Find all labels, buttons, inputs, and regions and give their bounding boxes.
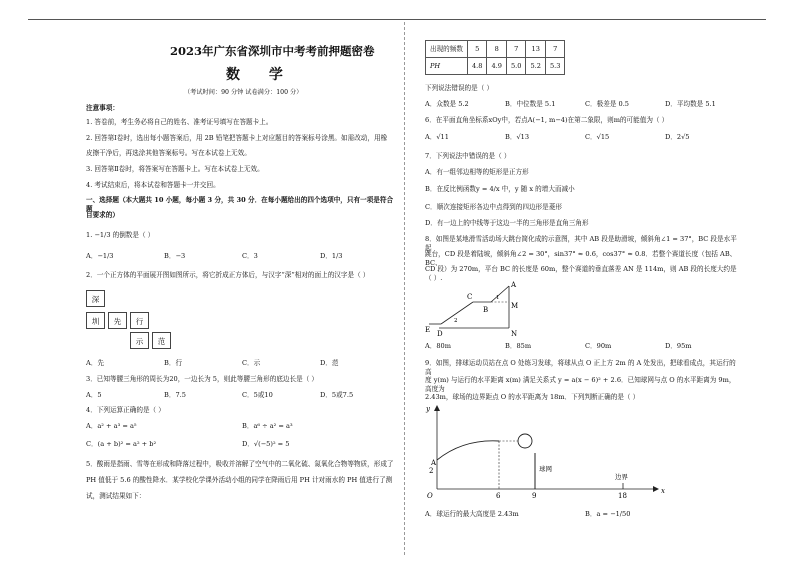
point-label: A bbox=[431, 459, 437, 467]
table-cell: 4.8 bbox=[467, 58, 487, 75]
tick-label: 9 bbox=[532, 492, 537, 500]
q1-option-b: B．−3 bbox=[164, 252, 186, 260]
q8-option-a: A．80m bbox=[425, 342, 451, 350]
fig-label: B bbox=[483, 306, 489, 314]
q8-line: CD 段）为 270m，平台 BC 的长度是 60m，整个赛道的垂直落差 AN 是 114m，则 AB 段的长度大约是（ ）. bbox=[425, 265, 737, 282]
boundary-label: 边界 bbox=[615, 473, 628, 481]
net-cell: 行 bbox=[130, 312, 149, 329]
section-heading-cont: 目要求的） bbox=[86, 211, 119, 219]
table-cell: 出现的频数 bbox=[426, 41, 468, 58]
net-cell: 圳 bbox=[86, 312, 105, 329]
q3-option-a: A．5 bbox=[86, 391, 102, 399]
q1-option-a: A．−1/3 bbox=[86, 252, 114, 260]
q4-option-b: B．a⁶ ÷ a² = a³ bbox=[242, 422, 293, 430]
q6-option-c: C．√15 bbox=[585, 133, 610, 141]
q1-stem: 1. −1/3 的倒数是（ ） bbox=[86, 231, 155, 239]
column-divider bbox=[404, 22, 405, 555]
table-cell: PH bbox=[426, 58, 468, 75]
table-cell: 5.2 bbox=[526, 58, 546, 75]
table-cell: 5 bbox=[467, 41, 487, 58]
exam-info: （考试时间：90 分钟 试卷满分：100 分） bbox=[184, 89, 303, 96]
ski-jump-figure bbox=[425, 278, 535, 340]
q3-option-b: B．7.5 bbox=[164, 391, 186, 399]
tick-label: 18 bbox=[618, 492, 627, 500]
table-cell: 13 bbox=[526, 41, 546, 58]
volleyball-figure bbox=[423, 403, 673, 503]
q3-stem: 3．已知等腰三角形的周长为20，一边长为 5，则此等腰三角形的底边长是（ ） bbox=[86, 375, 318, 383]
notice-item: 4. 考试结束后，将本试卷和答题卡一并交回。 bbox=[86, 181, 220, 189]
q2-option-c: C．示 bbox=[242, 359, 261, 367]
q8-option-d: D．95m bbox=[665, 342, 692, 350]
net-cell: 先 bbox=[108, 312, 127, 329]
table-cell: 4.9 bbox=[487, 58, 507, 75]
q8-line: 8．如图是某地滑雪活动场大跳台简化成的示意图，其中 AB 段是助滑坡，倾斜角∠1 = 37°，BC 段是水平起 bbox=[425, 235, 737, 252]
q9-line: 2.43m，球场的边界距点 O 的水平距离为 18m．下列判断正确的是（ ） bbox=[425, 393, 640, 401]
axis-label: x bbox=[661, 487, 665, 495]
q9-line: 9．如图，排球运动员站在点 O 处练习发球，将球从点 O 正上方 2m 的 A 处发出，把球看成点，其运行的高 bbox=[425, 359, 736, 376]
q7-stem: 7．下列说法中错误的是（ ） bbox=[425, 152, 511, 160]
q9-line: 度 y(m) 与运行的水平距离 x(m) 满足关系式 y = a(x − 6)² + 2.6．已知球网与点 O 的水平距离为 9m，高度为 bbox=[425, 376, 736, 393]
section-heading: 一、选择题（本大题共 10 小题，每小题 3 分，共 30 分．在每小题给出的四个选项中，只有一项是符合题 bbox=[86, 196, 394, 213]
net-cell: 深 bbox=[86, 290, 105, 307]
notice-item: 2. 回答第Ⅰ卷时，选出每小题答案后，用 2B 铅笔把答题卡上对应题目的答案标号涂黑。如需改动，用橡 bbox=[86, 134, 388, 142]
q7-option-a: A．有一组邻边相等的矩形是正方形 bbox=[425, 168, 529, 176]
q5-option-b: B．中位数是 5.1 bbox=[505, 100, 556, 108]
fig-label: 1 bbox=[496, 295, 500, 301]
q8-option-c: C．90m bbox=[585, 342, 612, 350]
subject-title: 数 学 bbox=[226, 67, 295, 83]
q5-line: 试，测试结果如下： bbox=[86, 492, 146, 500]
q3-option-d: D．5或7.5 bbox=[320, 391, 354, 399]
tick-label: 2 bbox=[429, 467, 434, 475]
fig-label: M bbox=[511, 302, 519, 310]
q8-line: 跳台，CD 段是着陆坡，倾斜角∠2 = 30°，sin37° ≈ 0.6，cos37° ≈ 0.8．若整个赛道长度（包括 AB、BC、 bbox=[425, 250, 737, 267]
origin-label: O bbox=[427, 492, 433, 500]
q5-question: 下列说法错误的是（ ） bbox=[425, 84, 494, 92]
q7-option-d: D．有一边上的中线等于这边一半的三角形是直角三角形 bbox=[425, 219, 589, 227]
q1-option-c: C．3 bbox=[242, 252, 258, 260]
axis-label: y bbox=[426, 405, 430, 413]
q2-option-d: D．范 bbox=[320, 359, 339, 367]
q6-option-a: A．√11 bbox=[425, 133, 449, 141]
q5-option-a: A．众数是 5.2 bbox=[425, 100, 469, 108]
q5-line: 5．酸雨是指雨、雪等在形成和降落过程中，吸收并溶解了空气中的二氧化硫、氮氧化合物等物质，形成了 bbox=[86, 460, 394, 468]
notice-item: 皮擦干净后，再选涂其他答案标号。写在本试卷上无效。 bbox=[86, 149, 251, 157]
table-row bbox=[426, 41, 565, 58]
top-rule bbox=[28, 19, 766, 20]
q2-option-b: B．行 bbox=[164, 359, 183, 367]
q6-option-d: D．2√5 bbox=[665, 133, 690, 141]
exam-title: 2023年广东省深圳市中考考前押题密卷 bbox=[170, 44, 375, 58]
q9-option-b: B．a = −1/50 bbox=[585, 510, 631, 518]
fig-label: E bbox=[425, 326, 431, 334]
q4-option-c: C．(a + b)² = a² + b² bbox=[86, 440, 157, 448]
table-cell: 7 bbox=[545, 41, 565, 58]
table-cell: 5.3 bbox=[545, 58, 565, 75]
notice-item: 3. 回答第Ⅱ卷时，将答案写在答题卡上。写在本试卷上无效。 bbox=[86, 165, 264, 173]
q6-option-b: B．√13 bbox=[505, 133, 530, 141]
net-label: 球网 bbox=[539, 465, 552, 473]
q8-option-b: B．85m bbox=[505, 342, 532, 350]
q9-option-a: A．球运行的最大高度是 2.43m bbox=[425, 510, 519, 518]
q7-option-b: B．在反比例函数y = 4/x 中，y 随 x 的增大而减小 bbox=[425, 185, 575, 193]
q5-line: PH 值低于 5.6 的酸性降水．某学校化学课外活动小组的同学在降雨后用 PH 计对雨水的 PH 值进行了测 bbox=[86, 476, 393, 484]
fig-label: D bbox=[437, 330, 443, 338]
fig-label: C bbox=[467, 293, 473, 301]
table-cell: 8 bbox=[487, 41, 507, 58]
q4-stem: 4．下列运算正确的是（ ） bbox=[86, 406, 165, 414]
fig-label: 2 bbox=[454, 318, 458, 324]
q2-stem: 2．一个正方体的平面展开图如图所示，将它折成正方体后，与汉字“深”相对的面上的汉字是（ ） bbox=[86, 271, 370, 279]
q7-option-c: C．顺次连接矩形各边中点得到的四边形是菱形 bbox=[425, 203, 562, 211]
q3-option-c: C．5或10 bbox=[242, 391, 273, 399]
q2-option-a: A．先 bbox=[86, 359, 104, 367]
notice-heading: 注意事项： bbox=[86, 104, 119, 112]
notice-item: 1. 答卷前，考生务必将自己的姓名、准考证号填写在答题卡上。 bbox=[86, 118, 273, 126]
table-cell: 7 bbox=[506, 41, 526, 58]
fig-label: A bbox=[511, 281, 517, 289]
q5-option-d: D．平均数是 5.1 bbox=[665, 100, 716, 108]
table-cell: 5.0 bbox=[506, 58, 526, 75]
q1-option-d: D．1/3 bbox=[320, 252, 343, 260]
q4-option-a: A．a² + a³ = a⁵ bbox=[86, 422, 137, 430]
net-cell: 示 bbox=[130, 332, 149, 349]
q5-option-c: C．极差是 0.5 bbox=[585, 100, 630, 108]
fig-label: N bbox=[511, 330, 518, 338]
tick-label: 6 bbox=[496, 492, 501, 500]
q6-stem: 6．在平面直角坐标系xOy中，若点A(−1, m−4)在第二象限，则m的可能值为（ ） bbox=[425, 116, 669, 124]
ph-table bbox=[425, 40, 565, 75]
net-cell: 范 bbox=[152, 332, 171, 349]
table-row bbox=[426, 58, 565, 75]
q4-option-d: D．√(−5)² = 5 bbox=[242, 440, 290, 448]
